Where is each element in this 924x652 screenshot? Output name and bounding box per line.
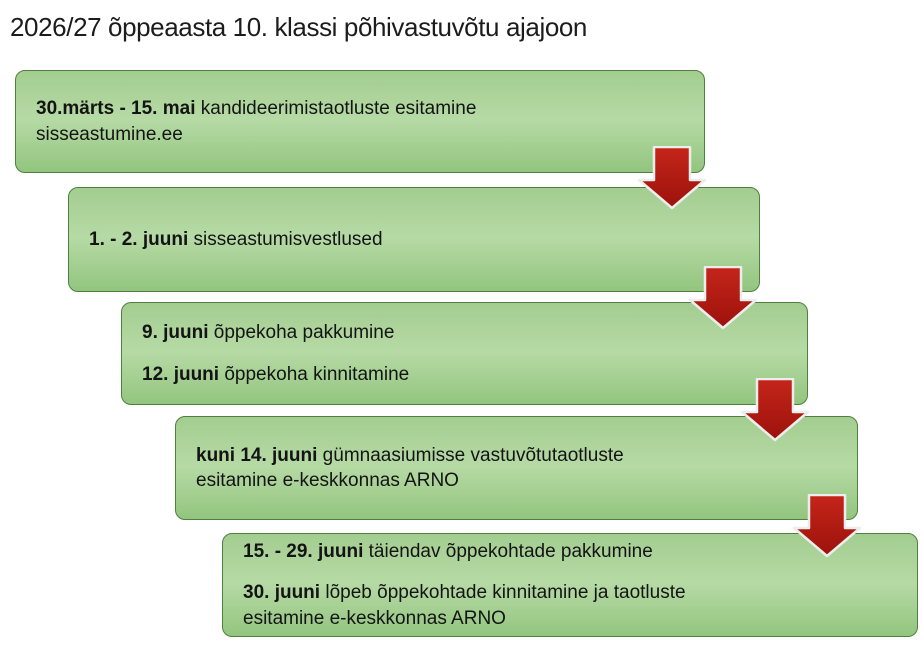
down-arrow-icon xyxy=(637,146,707,210)
down-arrow-icon xyxy=(740,378,810,442)
date-range: 30.märts - 15. mai xyxy=(36,98,196,120)
event-text: kandideerimistaotluste esitamine sisseastumine.ee xyxy=(36,98,477,145)
page-title: 2026/27 õppeaasta 10. klassi põhivastuvõtu ajajoon xyxy=(10,12,587,42)
date-range: 1. - 2. juuni xyxy=(89,228,189,250)
date-range: 12. juuni xyxy=(142,363,220,385)
event-text: sisseastumisvestlused xyxy=(188,228,383,250)
down-arrow-icon xyxy=(792,494,862,558)
date-range: kuni 14. juuni xyxy=(196,444,318,466)
date-range: 9. juuni xyxy=(142,322,209,344)
event-text: gümnaasiumisse vastuvõtutaotluste esitamine e-keskkonnas ARNO xyxy=(196,444,624,491)
event-text: õppekoha pakkumine xyxy=(208,322,395,344)
event-text: õppekoha kinnitamine xyxy=(219,363,410,385)
timeline-step-1-text xyxy=(36,96,596,146)
event-text: lõpeb õppekohtade kinnitamine ja taotluste esitamine e-keskkonnas ARNO xyxy=(243,582,686,629)
date-range: 30. juuni xyxy=(243,582,321,604)
timeline-step-2-text xyxy=(89,227,739,252)
timeline-step-5-text-2 xyxy=(243,580,743,630)
date-range: 15. - 29. juuni xyxy=(243,541,364,563)
timeline-step-4-text xyxy=(196,443,696,493)
timeline-step-3-text-2 xyxy=(142,362,787,387)
down-arrow-icon xyxy=(688,266,758,330)
timeline-step-1 xyxy=(15,70,705,173)
event-text: täiendav õppekohtade pakkumine xyxy=(363,541,653,563)
timeline-step-5-text-1 xyxy=(243,539,743,564)
